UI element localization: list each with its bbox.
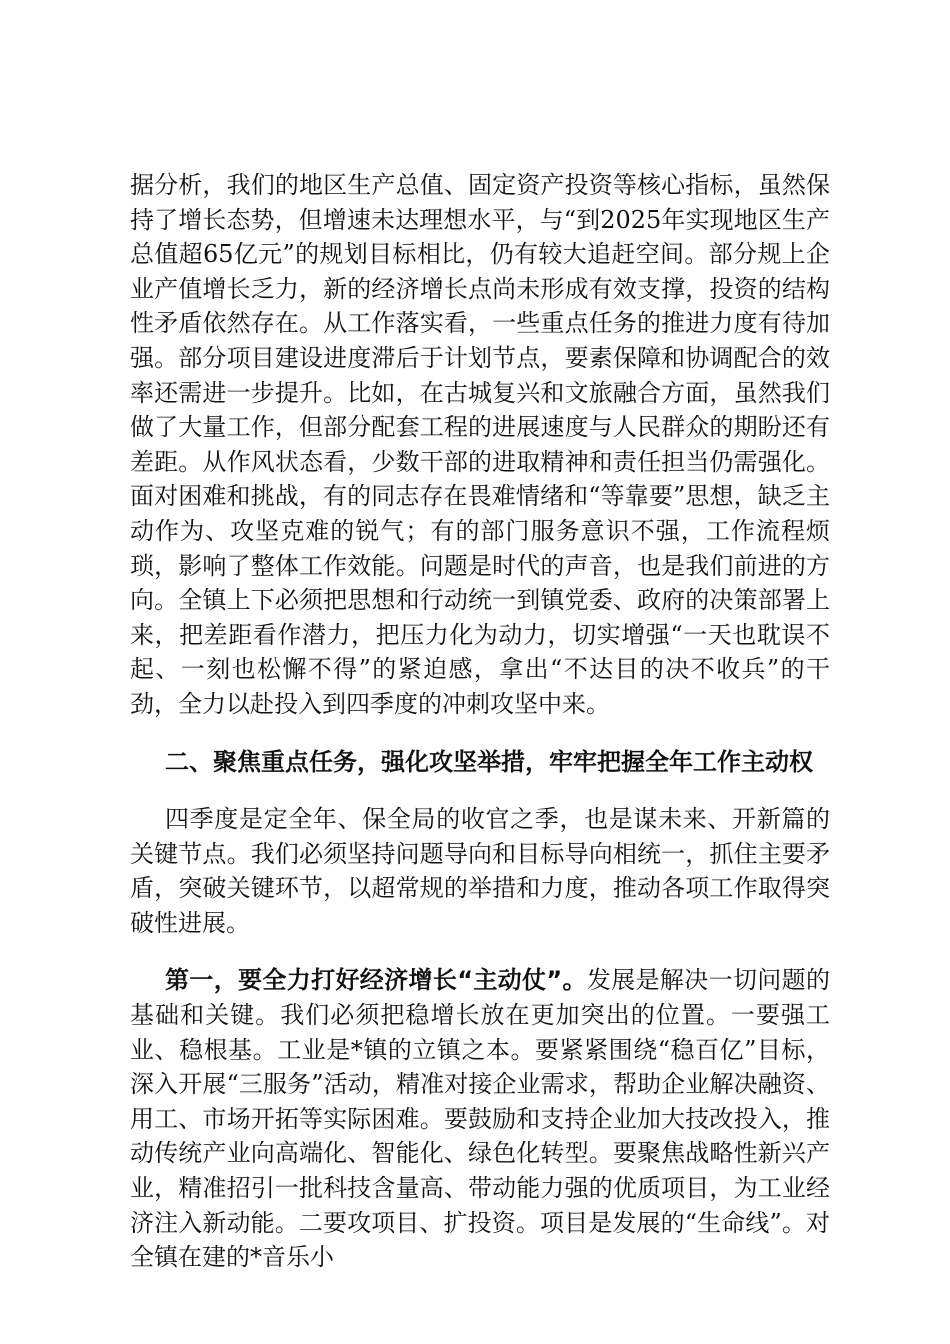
paragraph-lead-sentence: 第一，要全力打好经济增长“主动仗”。 <box>165 966 587 995</box>
body-paragraph: 四季度是定全年、保全局的收官之季，也是谋未来、开新篇的关键节点。我们必须坚持问题导向和目标导向相统一，抓住主要矛盾，突破关键环节，以超常规的举措和力度，推动各项工作取得突破性进展。 <box>130 805 830 937</box>
body-paragraph <box>130 963 830 1274</box>
body-paragraph: 据分析，我们的地区生产总值、固定资产投资等核心指标，虽然保持了增长态势，但增速未达理想水平，与“到2025年实现地区生产总值超65亿元”的规划目标相比，仍有较大追赶空间。部分规上企业产值增长乏力，新的经济增长点尚未形成有效支撑，投资的结构性矛盾依然存在。从工作落实看，一些重点任务的推进力度有待加强。部分项目建设进度滞后于计划节点，要素保障和协调配合的效率还需进一步提升。比如，在古城复兴和文旅融合方面，虽然我们做了大量工作，但部分配套工程的进展速度与人民群众的期盼还有差距。从作风状态看，少数干部的进取精神和责任担当仍需强化。面对困难和挑战，有的同志存在畏难情绪和“等靠要”思想，缺乏主动作为、攻坚克难的锐气；有的部门服务意识不强，工作流程烦琐，影响了整体工作效能。问题是时代的声音，也是我们前进的方向。全镇上下必须把思想和行动统一到镇党委、政府的决策部署上来，把差距看作潜力，把压力化为动力，切实增强“一天也耽误不起、一刻也松懈不得”的紧迫感，拿出“不达目的决不收兵”的干劲，全力以赴投入到四季度的冲刺攻坚中来。 <box>130 171 830 718</box>
section-heading: 二、聚焦重点任务，强化攻坚举措，牢牢把握全年工作主动权 <box>165 747 813 776</box>
paragraph-body-text: 发展是解决一切问题的基础和关键。我们必须把稳增长放在更加突出的位置。一要强工业、稳根基。工业是*镇的立镇之本。要紧紧围绕“稳百亿”目标，深入开展“三服务”活动，精准对接企业需求，帮助企业解决融资、用工、市场开拓等实际困难。要鼓励和支持企业加大技改投入，推动传统产业向高端化、智能化、绿色化转型。要聚焦战略性新兴产业，精准招引一批科技含量高、带动能力强的优质项目，为工业经济注入新动能。二要攻项目、扩投资。项目是发展的“生命线”。对全镇在建的*音乐小 <box>130 966 831 1272</box>
document-body <box>130 168 830 1275</box>
